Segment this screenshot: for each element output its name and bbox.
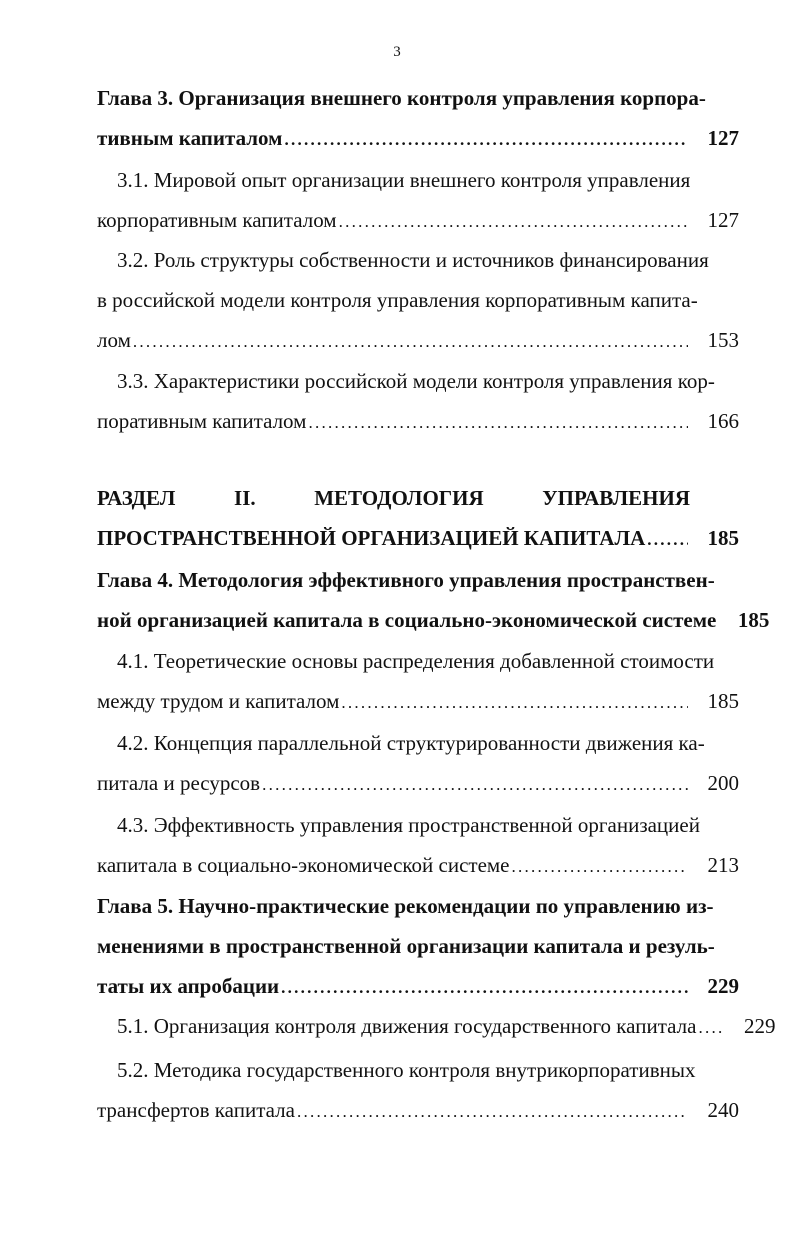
toc-line: Глава 3. Организация внешнего контроля управления корпора-: [97, 86, 706, 110]
toc-title-end: поративным капиталом: [97, 409, 307, 433]
toc-title-end: ной организацией капитала в социально-экономической системе: [97, 608, 717, 632]
dot-leader: [281, 968, 688, 1008]
toc-line: 3.2. Роль структуры собственности и источников финансирования: [117, 248, 709, 272]
toc-title-end: между трудом и капиталом: [97, 689, 340, 713]
toc-line: 4.3. Эффективность управления пространственной организацией: [117, 813, 700, 837]
toc-entry-chapter-3[interactable]: [97, 78, 739, 158]
toc-entry-3-3[interactable]: [97, 361, 739, 441]
toc-entry-4-2[interactable]: [97, 723, 739, 803]
dot-leader: [339, 202, 688, 242]
page-ref: 185: [737, 608, 770, 632]
dot-leader: [647, 520, 688, 560]
page-ref: 185: [707, 689, 739, 713]
toc-title-end: питала и ресурсов: [97, 771, 261, 795]
page-ref: 213: [707, 853, 739, 877]
toc-entry-4-1[interactable]: [97, 641, 739, 721]
toc-line: Глава 5. Научно-практические рекомендации по управлению из-: [97, 894, 714, 918]
dot-leader: [297, 1092, 688, 1132]
dot-leader: [284, 120, 688, 160]
toc-title-end: лом: [97, 328, 131, 352]
page-ref: 229: [743, 1014, 776, 1038]
toc-title-end: корпоративным капиталом: [97, 208, 337, 232]
toc-entry-chapter-5[interactable]: [97, 886, 739, 1006]
toc-line: 4.2. Концепция параллельной структурированности движения ка-: [117, 731, 705, 755]
toc-title-end: таты их апробации: [97, 974, 280, 998]
page-ref: 240: [707, 1098, 739, 1122]
page-ref: 127: [707, 126, 739, 150]
toc-line: РАЗДЕЛ II. МЕТОДОЛОГИЯ УПРАВЛЕНИЯ: [97, 486, 690, 510]
toc-title-end: ПРОСТРАНСТВЕННОЙ ОРГАНИЗАЦИЕЙ КАПИТАЛА: [97, 526, 646, 550]
page-ref: 185: [707, 526, 739, 550]
page-ref: 166: [707, 409, 739, 433]
dot-leader: [698, 1008, 724, 1048]
toc-entry-3-1[interactable]: [97, 160, 739, 240]
dot-leader: [262, 765, 688, 805]
dot-leader: [341, 683, 688, 723]
page-number: 3: [393, 44, 401, 60]
toc-entry-part-2[interactable]: [97, 478, 739, 558]
page-ref: 200: [707, 771, 739, 795]
toc-title-end: тивным капиталом: [97, 126, 283, 150]
toc-title-end: 5.1. Организация контроля движения государственного капитала: [117, 1014, 697, 1038]
toc-line: 3.3. Характеристики российской модели контроля управления кор-: [117, 369, 715, 393]
toc-line: 4.1. Теоретические основы распределения добавленной стоимости: [117, 649, 715, 673]
page-ref: 127: [707, 208, 739, 232]
page-ref: 229: [707, 974, 739, 998]
toc-entry-5-1[interactable]: [97, 1006, 776, 1046]
toc-entry-5-2[interactable]: [97, 1050, 739, 1130]
toc-entry-3-2[interactable]: [97, 240, 739, 360]
toc-entry-chapter-4[interactable]: [97, 560, 770, 640]
toc-title-end: капитала в социально-экономической системе: [97, 853, 510, 877]
dot-leader: [133, 322, 688, 362]
toc-entry-4-3[interactable]: [97, 805, 739, 885]
dot-leader: [512, 847, 688, 887]
dot-leader: [308, 403, 688, 443]
toc-title-end: трансфертов капитала: [97, 1098, 295, 1122]
toc-line: менениями в пространственной организации капитала и резуль-: [97, 934, 715, 958]
toc-line: в российской модели контроля управления корпоративным капита-: [97, 288, 698, 312]
page-ref: 153: [707, 328, 739, 352]
toc-line: 5.2. Методика государственного контроля внутрикорпоративных: [117, 1058, 696, 1082]
toc-line: Глава 4. Методология эффективного управления пространствен-: [97, 568, 715, 592]
toc-line: 3.1. Мировой опыт организации внешнего контроля управления: [117, 168, 691, 192]
